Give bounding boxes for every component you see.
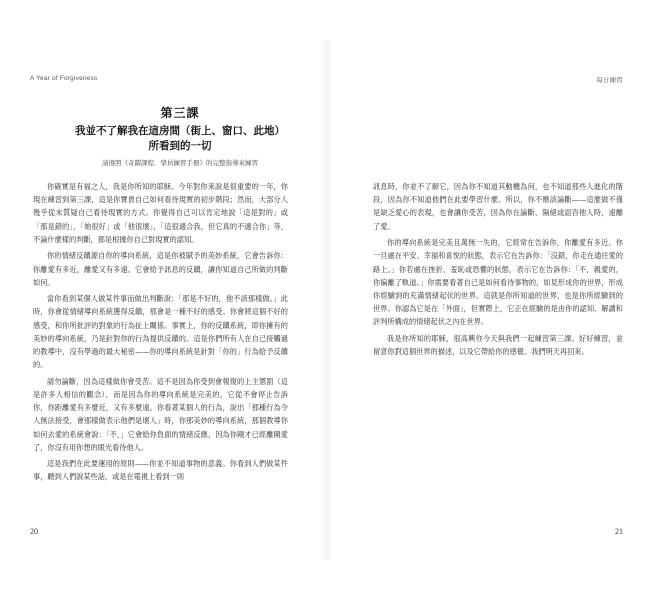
lesson-subtitle [55,124,305,154]
page-number-left: 20 [30,527,38,536]
paragraph: 你確實是有福之人，我是你所知的耶穌。今年對你來說是很重要的一年，你現在練習到第三課，這是你寶貴自己如何看待現實的初步階段；然而，大部分人幾乎從未質疑自己看待現實的方式。你覺得自己可以肯定地說「這是對的」或「那是錯的」，「她很好」或「他很壞」，「這很適合我，但它真的不適合你」等，不論什麼樣的判斷，都是根據你自己對現實的認知。 [33,182,288,244]
subtitle-line-1: 我並不了解我在這房間（街上、窗口、此地） [75,125,285,137]
right-body-text [373,180,623,362]
paragraph: 訊息時，你並不了解它，因為你不知道其動機為何，也不知道那些人進化的階段，因為你不知道他們在此要學習什麼。所以，你不應該論斷——這麼做不僅是缺乏愛心的表現，也會讓你受苦，因為你在論斷、隔絕或詛咨他人時，遠離了愛。 [373,182,623,231]
paragraph: 我是你所知的耶穌，很高興你今天與我們一起練習第三課。好好練習，並留意你對這個世界的描述，以及它帶給你的感覺。我們明天再回來。 [373,333,623,357]
left-page [0,0,327,609]
practice-instruction: 請遵照《奇蹟課程．學員練習手冊》的完整指導來練習 [102,159,258,167]
right-page [328,0,655,609]
page-number-right: 21 [615,527,623,536]
paragraph: 當你看到某個人做某件事而做出判斷說：「那是不好的，他不該那樣做。」此時，你會從情緒導向系統獲得反饋，那會是一種不好的感受。你會將這個不好的感受，和你所批評的對象的行為扯上關係。事實上，你的反饋系統，即你擁有的美妙的導向系統，乃是針對你的行為提供反饋的。這是你們所有人在自己接觸過的教導中，沒有學過的最大秘密——你的導向系統是針對「你的」行為給予反饋的。 [33,294,288,370]
paragraph: 請勿論斷，因為這樣做你會受苦。這不是因為你受到會報復的上主懲罰（這是許多人相信的觀念），而是因為你的導向系統是完美的，它從不會停止告訴你，你距離愛有多麼近，又有多麼遠。你看著某個人的行為，說出「那種行為令人無法接受，會那樣做表示他們是壞人」時，你那美妙的導向系統，那個教導你如何去愛的系統會說：「不，」它會給你負面的情緒反應，因為你剛才已經離開愛了，你沒有用你想的眼光看待他人。 [33,376,288,452]
running-head-right: 每日練習 [596,77,623,84]
lesson-title: 第三課 [160,106,200,120]
paragraph: 這是我們在此要運用的原則——你並不知道事物的意義。你看到人們做某件事，聽到人們說某些話，或是在電視上看到一則 [33,459,288,482]
paragraph: 你的導向系統是完美且萬無一失的，它經常在告訴你，你離愛有多近。你一旦處在平安、幸福和喜悅的狀態，表示它在告訴你：「沒錯，你走在通往愛的路上。」你若處在挫折、羞恥或恐懼的狀態，表示它在告訴你：「不，親愛的，你偏離了軌道。」你需要看著自己是如何看待事物的，如見形成你的世界，形成你經驗到的充滿情緒起伏的世界。這就是你所知道的世界，也是你所經驗到的世界。你認為它是在「外面」，但實際上，它正在經驗的是由你的認知、解讀和評判所構成的情緒起伏之內在世界。 [373,238,623,327]
running-head-left: A Year of Forgiveness [30,75,98,82]
left-body-text [33,180,288,487]
paragraph: 你的情緒反饋源自你的導向系統，這是你被賦予的美妙系統，它會告訴你：你離愛有多近，離愛又有多遠。它會給予訊息的反饋，讓你知道自己所做的判斷如何。 [33,251,288,287]
subtitle-line-2: 所看到的一切 [148,140,212,152]
